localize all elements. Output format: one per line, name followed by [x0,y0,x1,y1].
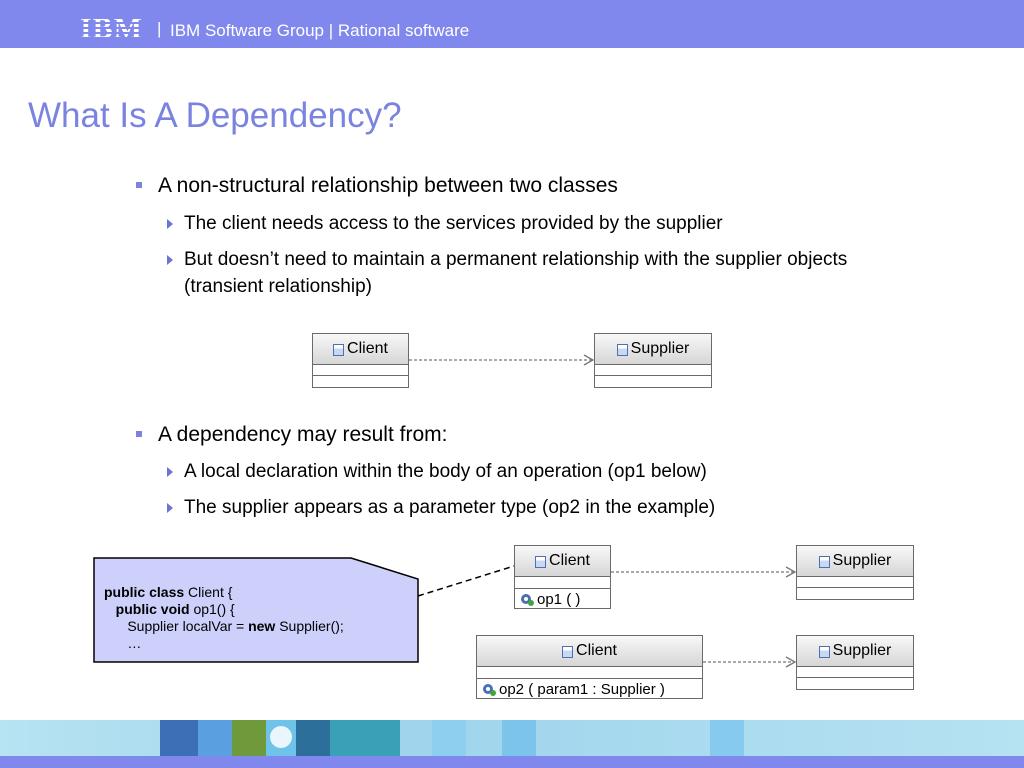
class-name: Client [576,642,617,659]
class-name: Supplier [832,552,892,569]
code-line-1: public class Client { [104,584,233,600]
footer-photo-tile [160,720,198,756]
footer-strip [0,756,1024,768]
class-name: Client [549,552,590,569]
page-title: What Is A Dependency? [28,96,402,135]
class-name: Supplier [832,642,892,659]
footer-pattern-tile [502,720,536,756]
footer-pattern-tile [710,720,744,756]
header-separator: | [157,19,162,38]
bullet-1-text: A non-structural relationship between two classes [158,174,618,197]
footer-pattern-tile [432,720,466,756]
footer-circle-tile [266,720,296,756]
sub-bullet-1-1-text: The client needs access to the services provided by the supplier [184,213,723,234]
footer-climbers-tile [330,720,400,756]
class-name: Client [347,340,388,357]
code-line-3: Supplier localVar = new Supplier(); [127,618,344,634]
bullet-2-text: A dependency may result from: [158,423,448,446]
sub-bullet-2-2-text: The supplier appears as a parameter type (op2 in the example) [184,497,716,518]
footer-photo-tile [232,720,266,756]
code-line-4: … [127,635,142,651]
footer-people-tile [198,720,232,756]
footer-photo-tile [296,720,330,756]
sub-bullet-1-2-text: But doesn’t need to maintain a permanent relationship with the supplier objects (transient relationship) [184,249,848,297]
class-name: Supplier [630,340,690,357]
operation-label: op1 ( ) [537,590,581,608]
header-text: IBM Software Group | Rational software [170,21,470,40]
code-line-2: public void op1() { [115,601,235,617]
sub-bullet-2-1-text: A local declaration within the body of an operation (op1 below) [184,461,707,482]
operation-label: op2 ( param1 : Supplier ) [499,680,665,698]
note-anchor-line [418,566,514,596]
